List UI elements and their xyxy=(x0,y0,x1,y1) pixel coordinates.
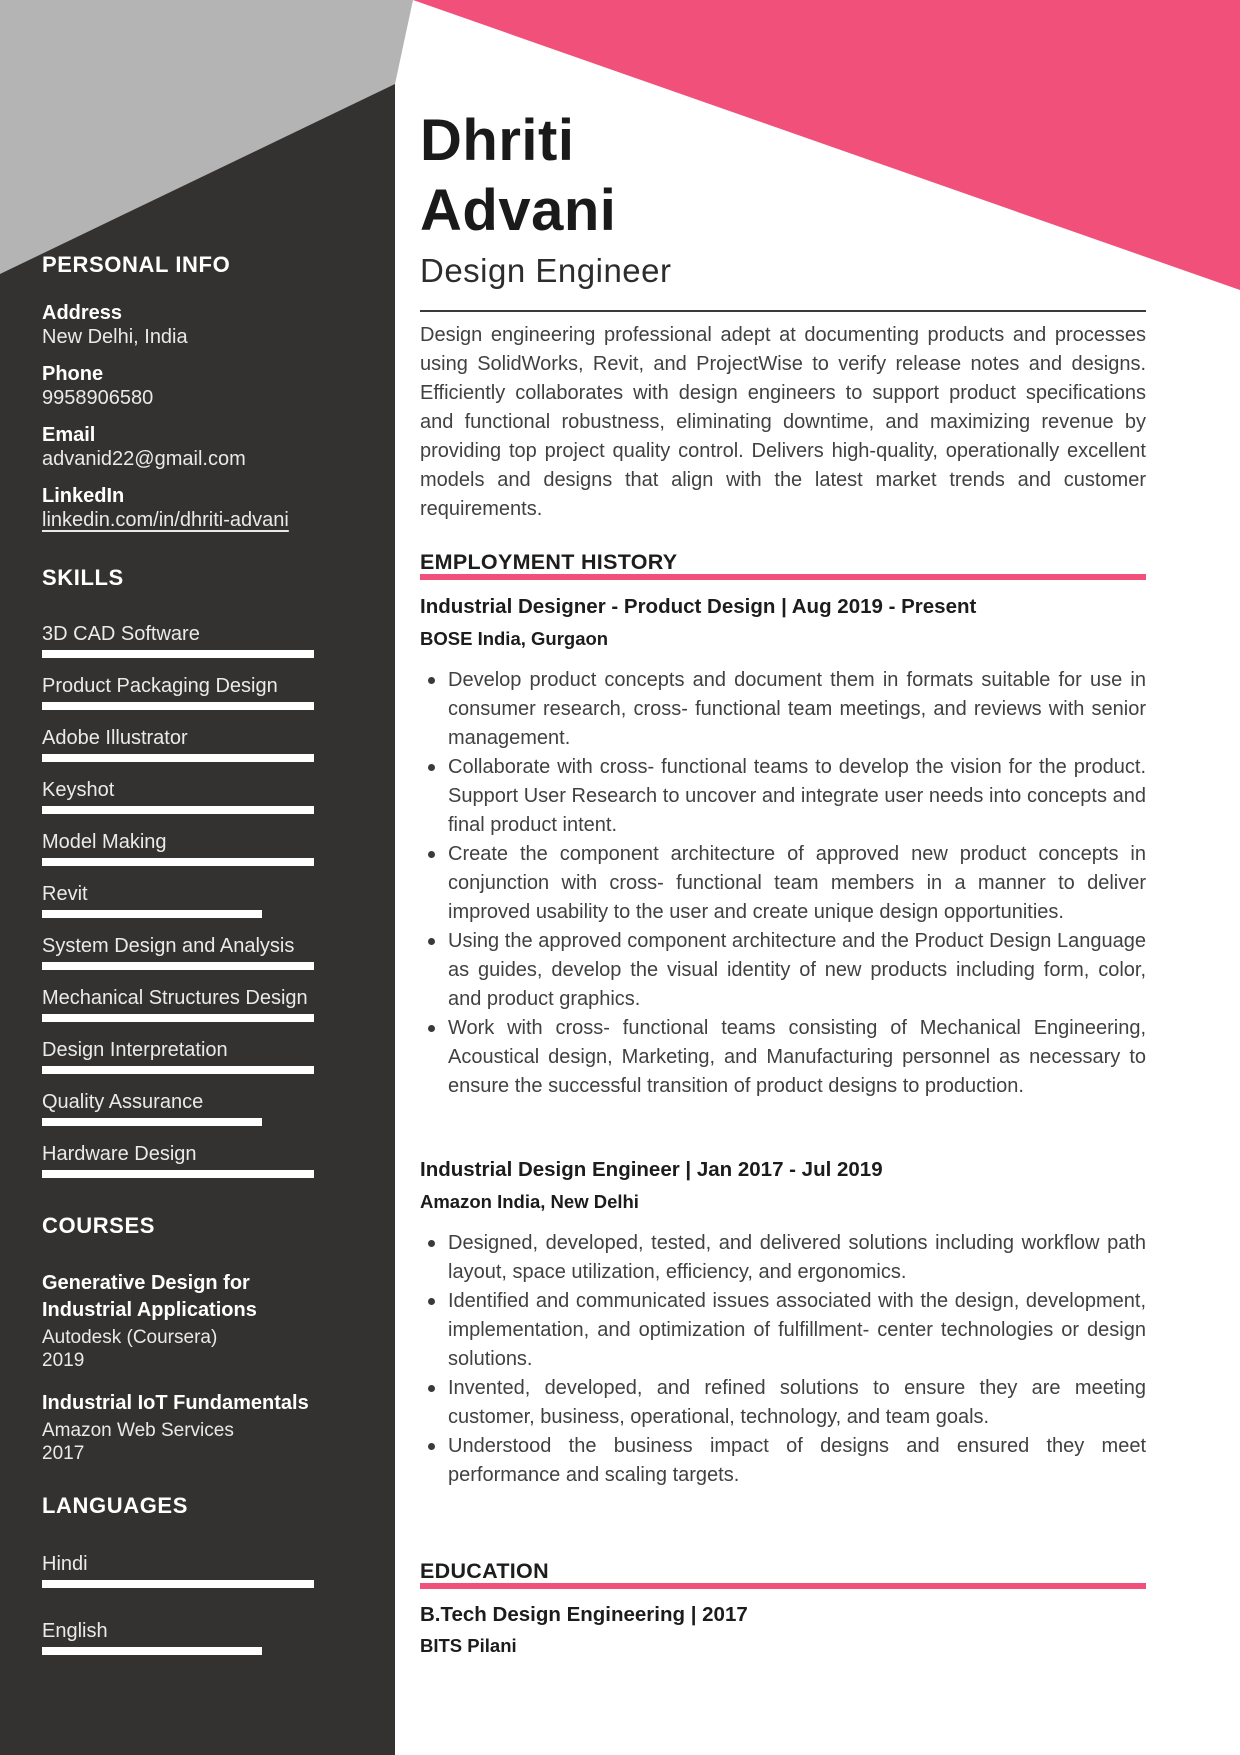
phone-label: Phone xyxy=(42,363,104,385)
skill-name: Model Making xyxy=(42,831,167,853)
address-value: New Delhi, India xyxy=(42,326,188,348)
skill-level-bar xyxy=(42,1118,314,1126)
skill-level-bar xyxy=(42,858,314,866)
job-bullet: Using the approved component architecture and the Product Design Language as guides, develop the visual identity of new products including form, color, and product graphics. xyxy=(448,927,1146,1014)
language-level-bar xyxy=(42,1580,314,1588)
languages-list xyxy=(42,1552,352,1686)
email-label: Email xyxy=(42,424,96,446)
skills-heading: SKILLS xyxy=(42,565,124,590)
skill-item xyxy=(42,882,352,934)
job-bullet-list xyxy=(420,666,1146,1101)
address-field xyxy=(42,301,352,349)
address-label: Address xyxy=(42,302,123,324)
job-bullet: Understood the business impact of designs and ensured they meet performance and scaling targets. xyxy=(448,1432,1146,1490)
job-bullet: Identified and communicated issues associated with the design, development, implementation, and optimization of fulfillment- center technologies or design solutions. xyxy=(448,1287,1146,1374)
course-year: 2017 xyxy=(42,1443,85,1464)
language-item xyxy=(42,1552,352,1619)
phone-field xyxy=(42,362,352,410)
education-accent-bar xyxy=(420,1583,1146,1589)
skill-name: Quality Assurance xyxy=(42,1091,204,1113)
profile-summary: Design engineering professional adept at documenting products and processes using SolidWorks, Revit, and ProjectWise to verify release notes and designs. Efficiently collaborates with design engineers to support product specifications and functional robustness, eliminating downtime, and maximizing revenue by providing top project quality control. Delivers high-quality, operationally excellent models and designs that align with the latest market trends and customer requirements. xyxy=(420,324,1146,520)
job-company: Amazon India, New Delhi xyxy=(420,1191,639,1212)
education-heading: EDUCATION xyxy=(420,1559,549,1583)
skill-item xyxy=(42,726,352,778)
skill-name: Design Interpretation xyxy=(42,1039,228,1061)
skill-name: 3D CAD Software xyxy=(42,623,200,645)
skill-item xyxy=(42,934,352,986)
languages-heading: LANGUAGES xyxy=(42,1493,188,1518)
employment-heading: EMPLOYMENT HISTORY xyxy=(420,550,678,574)
job-title: Industrial Designer - Product Design | Aug 2019 - Present xyxy=(420,595,977,618)
course-provider: Amazon Web Services xyxy=(42,1420,234,1441)
candidate-title: Design Engineer xyxy=(420,252,672,289)
linkedin-label: LinkedIn xyxy=(42,485,125,507)
name-line-2: Advani xyxy=(420,178,617,243)
skill-name: Mechanical Structures Design xyxy=(42,987,308,1009)
skill-item xyxy=(42,622,352,674)
skill-name: System Design and Analysis xyxy=(42,935,295,957)
skill-name: Keyshot xyxy=(42,779,115,801)
language-name: Hindi xyxy=(42,1553,88,1575)
language-name: English xyxy=(42,1620,108,1642)
skill-item xyxy=(42,830,352,882)
skill-item xyxy=(42,1142,352,1194)
job-bullet: Invented, developed, and refined solutions to ensure they are meeting customer, business, operational, technology, and team goals. xyxy=(448,1374,1146,1432)
skill-level-bar xyxy=(42,650,314,658)
skill-level-bar xyxy=(42,806,314,814)
linkedin-field xyxy=(42,484,352,532)
skill-name: Adobe Illustrator xyxy=(42,727,188,749)
email-value: advanid22@gmail.com xyxy=(42,448,246,470)
language-level-bar xyxy=(42,1647,314,1655)
job-company: BOSE India, Gurgaon xyxy=(420,628,609,649)
skill-level-bar xyxy=(42,702,314,710)
job-bullet: Develop product concepts and document them in formats suitable for use in consumer research, cross- functional team meetings, and reviews with senior management. xyxy=(448,666,1146,753)
course-item xyxy=(42,1390,352,1465)
skill-item xyxy=(42,674,352,726)
skill-item xyxy=(42,778,352,830)
personal-info-heading: PERSONAL INFO xyxy=(42,252,231,277)
skill-level-bar xyxy=(42,962,314,970)
skill-level-bar xyxy=(42,910,314,918)
education-degree: B.Tech Design Engineering | 2017 xyxy=(420,1603,748,1626)
linkedin-link[interactable]: linkedin.com/in/dhriti-advani xyxy=(42,509,289,531)
skill-level-bar xyxy=(42,1170,314,1178)
course-item xyxy=(42,1270,352,1372)
skill-name: Hardware Design xyxy=(42,1143,197,1165)
header-divider xyxy=(420,310,1146,312)
courses-heading: COURSES xyxy=(42,1213,155,1238)
skill-name: Revit xyxy=(42,883,88,905)
job-bullet-list xyxy=(420,1229,1146,1490)
skill-level-bar xyxy=(42,754,314,762)
job-title: Industrial Design Engineer | Jan 2017 - Jul 2019 xyxy=(420,1158,883,1181)
phone-value: 9958906580 xyxy=(42,387,154,409)
course-title: Generative Design for Industrial Applications xyxy=(42,1272,257,1321)
course-year: 2019 xyxy=(42,1350,85,1371)
language-item xyxy=(42,1619,352,1686)
education-school: BITS Pilani xyxy=(420,1635,517,1656)
email-field xyxy=(42,423,352,471)
skill-item xyxy=(42,1038,352,1090)
skills-list xyxy=(42,622,352,1194)
job-bullet: Work with cross- functional teams consisting of Mechanical Engineering, Acoustical design, Marketing, and Manufacturing personnel as necessary to ensure the successful transition of product designs to production. xyxy=(448,1014,1146,1101)
job-entry-1 xyxy=(420,595,1146,1101)
skill-level-bar xyxy=(42,1014,314,1022)
employment-accent-bar xyxy=(420,574,1146,580)
name-line-1: Dhriti xyxy=(420,108,575,173)
job-entry-2 xyxy=(420,1158,1146,1490)
skill-name: Product Packaging Design xyxy=(42,675,278,697)
skill-level-bar xyxy=(42,1066,314,1074)
skill-item xyxy=(42,986,352,1038)
course-title: Industrial IoT Fundamentals xyxy=(42,1392,309,1414)
job-bullet: Designed, developed, tested, and delivered solutions including workflow path layout, space utilization, efficiency, and ergonomics. xyxy=(448,1229,1146,1287)
job-bullet: Collaborate with cross- functional teams to develop the vision for the product. Support User Research to uncover and integrate user needs into concepts and final product intent. xyxy=(448,753,1146,840)
candidate-name xyxy=(420,106,1146,246)
course-provider: Autodesk (Coursera) xyxy=(42,1327,218,1348)
job-bullet: Create the component architecture of approved new product concepts in conjunction with cross- functional team members in a manner to deliver improved usability to the user and create unique design opportunities. xyxy=(448,840,1146,927)
skill-item xyxy=(42,1090,352,1142)
courses-list xyxy=(42,1270,352,1483)
